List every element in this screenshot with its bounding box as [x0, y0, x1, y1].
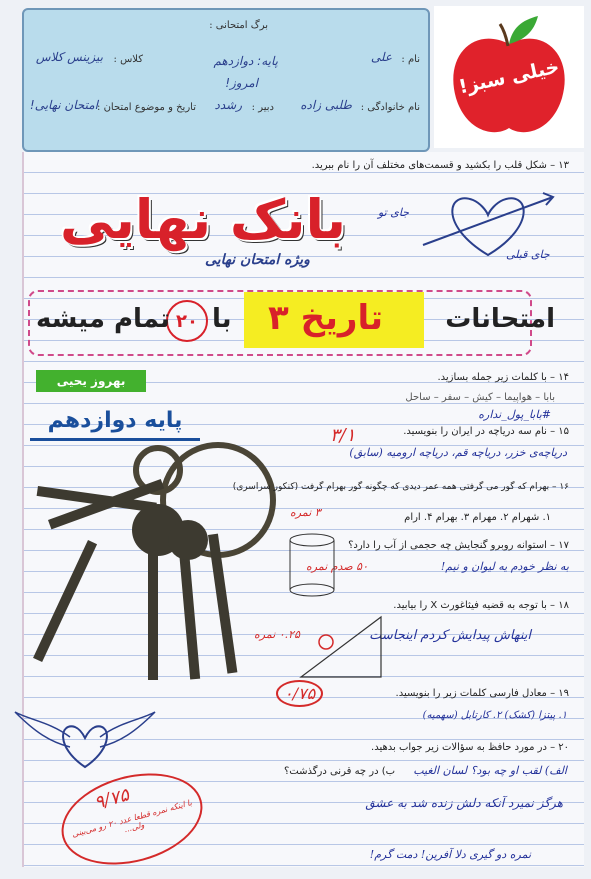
author-tag: بهروز یحیی [36, 370, 146, 392]
surname-label: نام خانوادگی : [360, 102, 420, 113]
q16-score: ۳ نمره [290, 506, 321, 519]
question-13: ۱۳ – شکل قلب را بکشید و قسمت‌های مختلف آن را نام ببرید. [311, 160, 569, 171]
q15-answer: دریاچه‌ی خزر، دریاچه قم، دریاچه ارومیه (سابق) [349, 446, 567, 459]
exam-label: تاریخ و موضوع امتحان : [97, 102, 196, 113]
q19-score-mark: ۰/۷۵ [276, 680, 323, 707]
q20-question-b: ب) در چه قرنی درگذشت؟ [284, 766, 396, 777]
class-value: بیزینس کلاس [35, 50, 103, 64]
question-18: ۱۸ – با توجه به قضیه فیثاغورث X را بیابید. [393, 600, 569, 611]
q13-answer-1: جای تو [378, 206, 410, 219]
question-14: ۱۴ – با کلمات زیر جمله بسازید. [437, 372, 569, 383]
q16-options: ۱. شهرام ۲. مهرام ۳. بهرام ۴. ارام [404, 512, 551, 523]
q14-words: بابا – هواپیما – کیش – سفر – ساحل [405, 392, 555, 403]
teacher-label: دبیر : [251, 102, 274, 113]
q18-answer: اینهاش پیدایش کردم اینجاست [369, 628, 531, 643]
surname-value: طلبی زاده [300, 98, 352, 112]
final-score: ۹/۷۵ [92, 784, 132, 814]
q20-answer-a: الف) لقب او چه بود؟ لسان الغیب [413, 764, 567, 777]
teacher-value: رشدد [214, 98, 242, 112]
exam-date-value: امروز! [225, 76, 258, 90]
cylinder-diagram-icon [282, 530, 342, 600]
class-label: کلاس : [113, 54, 143, 65]
slogan-part-2: تاریخ ۳ [268, 298, 383, 338]
question-16: ۱۶ – بهرام که گور می گرفتی همه عمر دیدی که چگونه گور بهرام گرفت (کنکور سراسری) [232, 482, 569, 492]
q14-answer: #بابا_پول_نداره [478, 408, 551, 421]
slogan-part-5: تمام میشه [36, 304, 170, 334]
q17-answer: به نظر خودم یه لیوان و نیم! [440, 560, 569, 573]
name-value: علی [370, 50, 392, 64]
book-subtitle: ویژه امتحان نهایی [205, 252, 310, 268]
question-20: ۲۰ – در مورد حافظ به سؤالات زیر جواب بدهید. [371, 742, 569, 753]
triangle-diagram-icon [296, 612, 386, 682]
grade-value: پایه: دوازدهم [213, 54, 278, 68]
q17-score: ۵۰ صدم نمره [306, 560, 368, 573]
exam-header-card [22, 8, 430, 152]
book-title: بانک نهایی [60, 188, 347, 251]
q13-answer-2: جای قبلی [506, 248, 550, 261]
q20-answer: هرگز نمیرد آنکه دلش زنده شد به عشق [365, 796, 563, 810]
slogan-score-circle: ۲۰ [166, 300, 208, 342]
logo-text: خیلی سبز! [456, 55, 562, 99]
question-19: ۱۹ – معادل فارسی کلمات زیر را بنویسید. [395, 688, 569, 699]
question-15: ۱۵ – نام سه دریاچه در ایران را بنویسید. [403, 426, 569, 437]
slogan-part-3: با [212, 304, 232, 334]
q14-score-mark: ۳/۱ [330, 425, 356, 446]
question-17: ۱۷ – استوانه روبرو گنجایش چه حجمی از آب را دارد؟ [348, 540, 569, 551]
slogan-part-1: امتحانات [445, 304, 555, 334]
stamp-note: با اینکه نمره قطعا عدد ۲۰ رو می‌بینی ولی... [70, 798, 193, 839]
winged-heart-icon [10, 692, 160, 782]
footer-note: نمره دو گیری دلا آفرین! دمت گرم! [369, 848, 531, 861]
exam-value: امتحان نهایی! [29, 98, 98, 112]
publisher-logo [434, 6, 584, 148]
grade-label: پایه دوازدهم [30, 408, 200, 441]
name-label: نام : [401, 54, 420, 65]
q19-answer: ۱. پیتزا (کشک) ۲. کارتابل (سهمیه) [422, 710, 567, 721]
exam-sheet-label: برگ امتحانی : [209, 20, 268, 31]
q18-score: ۰.۲۵ نمره [254, 628, 300, 641]
keys-illustration [28, 430, 278, 690]
